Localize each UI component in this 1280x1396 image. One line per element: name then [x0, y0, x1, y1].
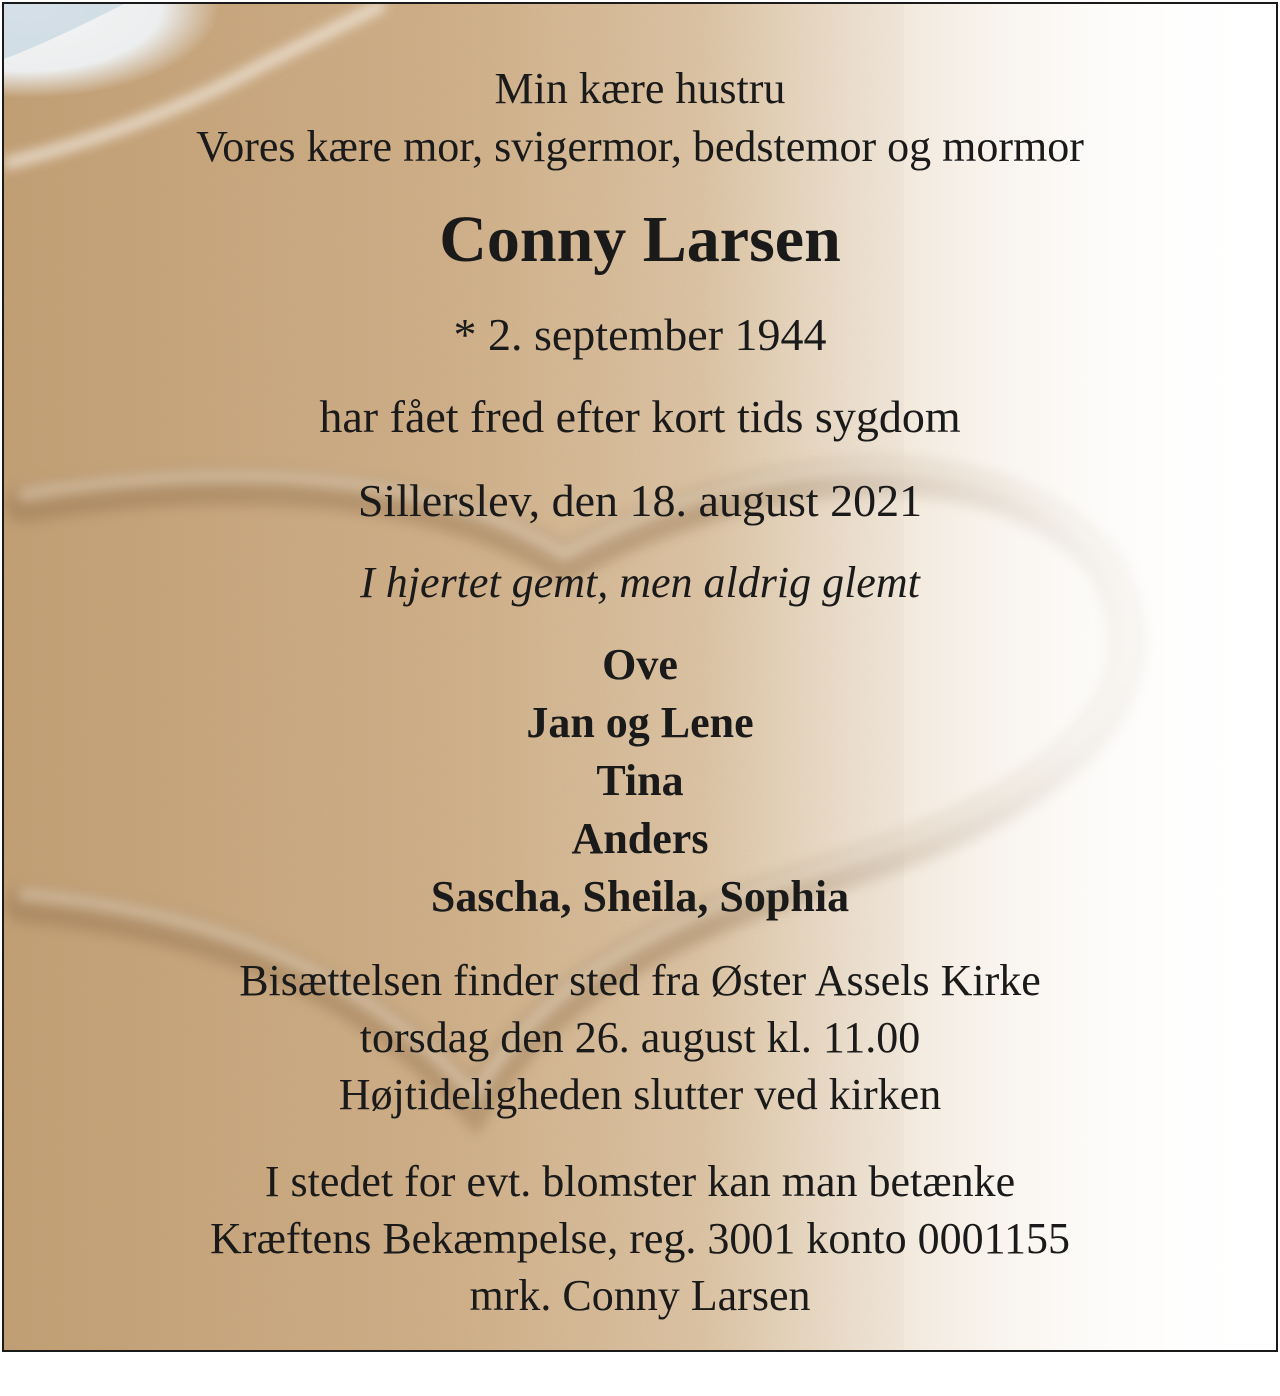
- obituary-notice: [2, 2, 1278, 1352]
- place-and-date: Sillerslev, den 18. august 2021: [357, 475, 923, 526]
- intro-line-1: Min kære hustru: [494, 64, 786, 113]
- service-line: torsdag den 26. august kl. 11.00: [359, 1013, 921, 1062]
- family-member: Tina: [596, 756, 684, 805]
- donation-line: Kræftens Bekæmpelse, reg. 3001 konto 0001155: [210, 1214, 1070, 1263]
- family-member: Jan og Lene: [526, 698, 754, 747]
- notice-text: [4, 4, 1276, 1350]
- deceased-name: Conny Larsen: [439, 203, 841, 276]
- family-member: Sascha, Sheila, Sophia: [430, 872, 850, 921]
- donation-info: [4, 1153, 1276, 1324]
- family-member: Ove: [602, 640, 678, 689]
- memorial-motto: I hjertet gemt, men aldrig glemt: [360, 558, 920, 607]
- intro-line-2: Vores kære mor, svigermor, bedstemor og mormor: [196, 122, 1084, 171]
- family-member: Anders: [571, 814, 709, 863]
- passed-statement: har fået fred efter kort tids sygdom: [319, 391, 961, 442]
- service-line: Højtideligheden slutter ved kirken: [338, 1070, 942, 1119]
- family-list: [4, 636, 1276, 926]
- donation-line: mrk. Conny Larsen: [469, 1271, 811, 1320]
- birth-date: * 2. september 1944: [453, 309, 827, 360]
- service-info: [4, 952, 1276, 1123]
- service-line: Bisættelsen finder sted fra Øster Assels Kirke: [239, 956, 1041, 1005]
- intro: [4, 60, 1276, 176]
- donation-line: I stedet for evt. blomster kan man betænke: [264, 1157, 1016, 1206]
